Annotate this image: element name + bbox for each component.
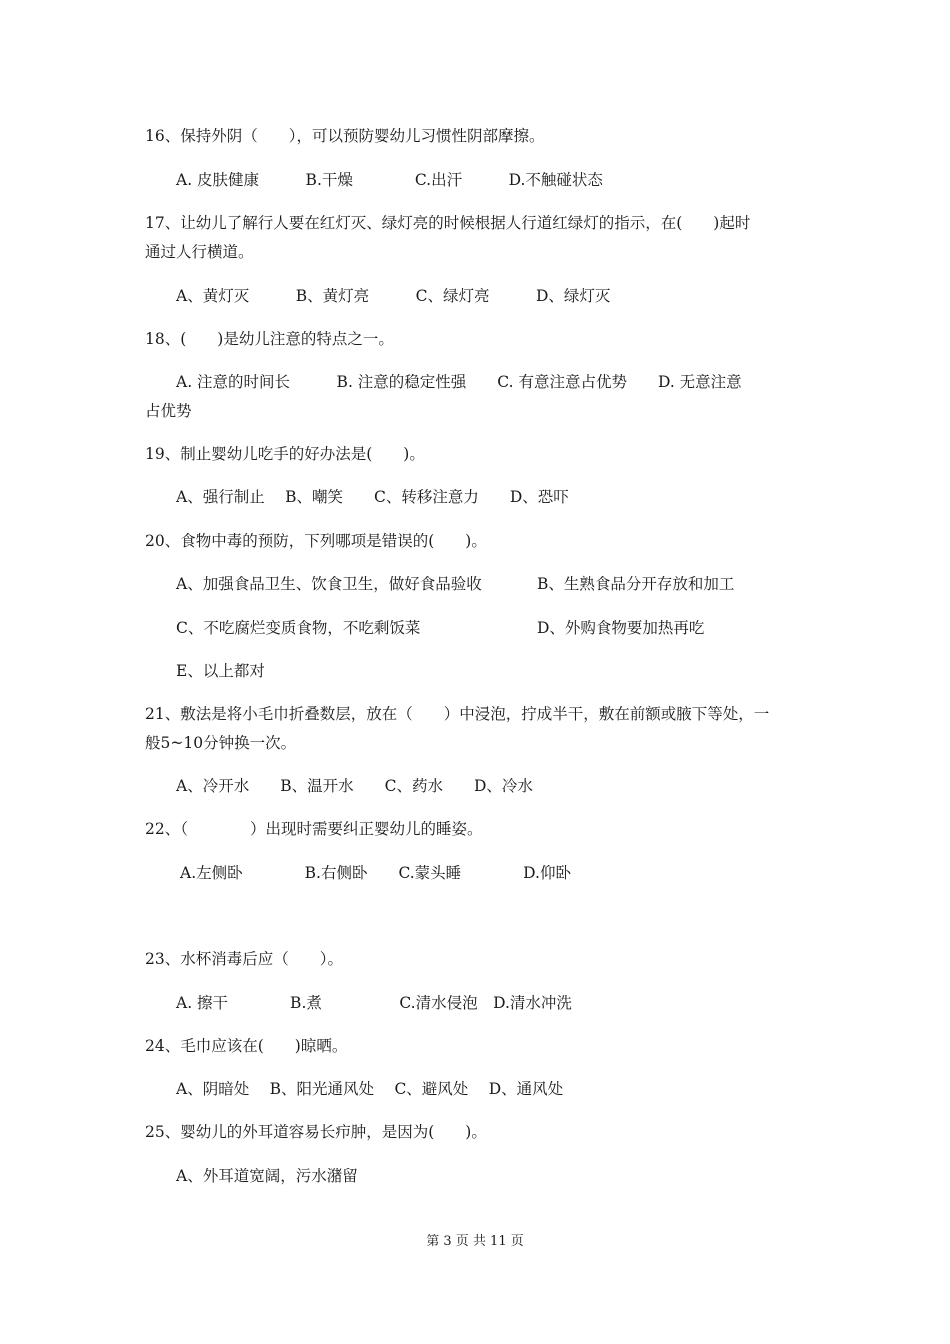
question-options: A.左侧卧 B.右侧卧 C.蒙头睡 D.仰卧: [180, 864, 571, 882]
question-options: A. 注意的时间长 B. 注意的稳定性强 C. 有意注意占优势 D. 无意注意: [176, 373, 742, 391]
option-a: A、加强食品卫生、饮食卫生，做好食品验收: [176, 575, 482, 593]
question-stem: 17、让幼儿了解行人要在红灯灭、绿灯亮的时候根据人行道红绿灯的指示，在( )起时: [145, 214, 751, 232]
question-stem: 23、水杯消毒后应（ ）。: [145, 950, 343, 968]
question-stem-continued: 般5~10分钟换一次。: [145, 734, 297, 752]
question-options: A、黄灯灭 B、黄灯亮 C、绿灯亮 D、绿灯灭: [176, 287, 611, 305]
question-stem: 25、婴幼儿的外耳道容易长疖肿，是因为( )。: [145, 1123, 487, 1141]
question-stem: 21、敷法是将小毛巾折叠数层，放在（ ）中浸泡，拧成半干，敷在前额或腋下等处，一: [145, 705, 770, 723]
question-options: A、冷开水 B、温开水 C、药水 D、冷水: [176, 777, 533, 795]
option-e: E、以上都对: [176, 662, 265, 680]
question-options: A. 皮肤健康 B.干燥 C.出汗 D.不触碰状态: [176, 171, 603, 189]
option-c: C、不吃腐烂变质食物，不吃剩饭菜: [176, 619, 421, 637]
question-options: A、强行制止 B、嘲笑 C、转移注意力 D、恐吓: [176, 488, 569, 506]
question-stem: 22、（ ）出现时需要纠正婴幼儿的睡姿。: [145, 820, 483, 838]
page-number: 第 3 页 共 11 页: [426, 1234, 524, 1249]
question-options-continued: 占优势: [145, 402, 192, 420]
question-stem: 16、保持外阴（ ），可以预防婴幼儿习惯性阴部摩擦。: [145, 127, 545, 145]
option-b: B、生熟食品分开存放和加工: [537, 575, 735, 593]
option-a: A、外耳道宽阔，污水潴留: [176, 1167, 358, 1185]
question-options: A. 擦干 B.煮 C.清水侵泡 D.清水冲洗: [176, 994, 572, 1012]
question-stem: 19、制止婴幼儿吃手的好办法是( )。: [145, 445, 425, 463]
question-stem: 18、( )是幼儿注意的特点之一。: [145, 330, 394, 348]
question-stem-continued: 通过人行横道。: [145, 243, 254, 261]
question-stem: 24、毛巾应该在( )晾晒。: [145, 1037, 348, 1055]
option-d: D、外购食物要加热再吃: [537, 619, 705, 637]
question-stem: 20、食物中毒的预防，下列哪项是错误的( )。: [145, 532, 487, 550]
question-options: A、阴暗处 B、阳光通风处 C、避风处 D、通风处: [176, 1080, 564, 1098]
